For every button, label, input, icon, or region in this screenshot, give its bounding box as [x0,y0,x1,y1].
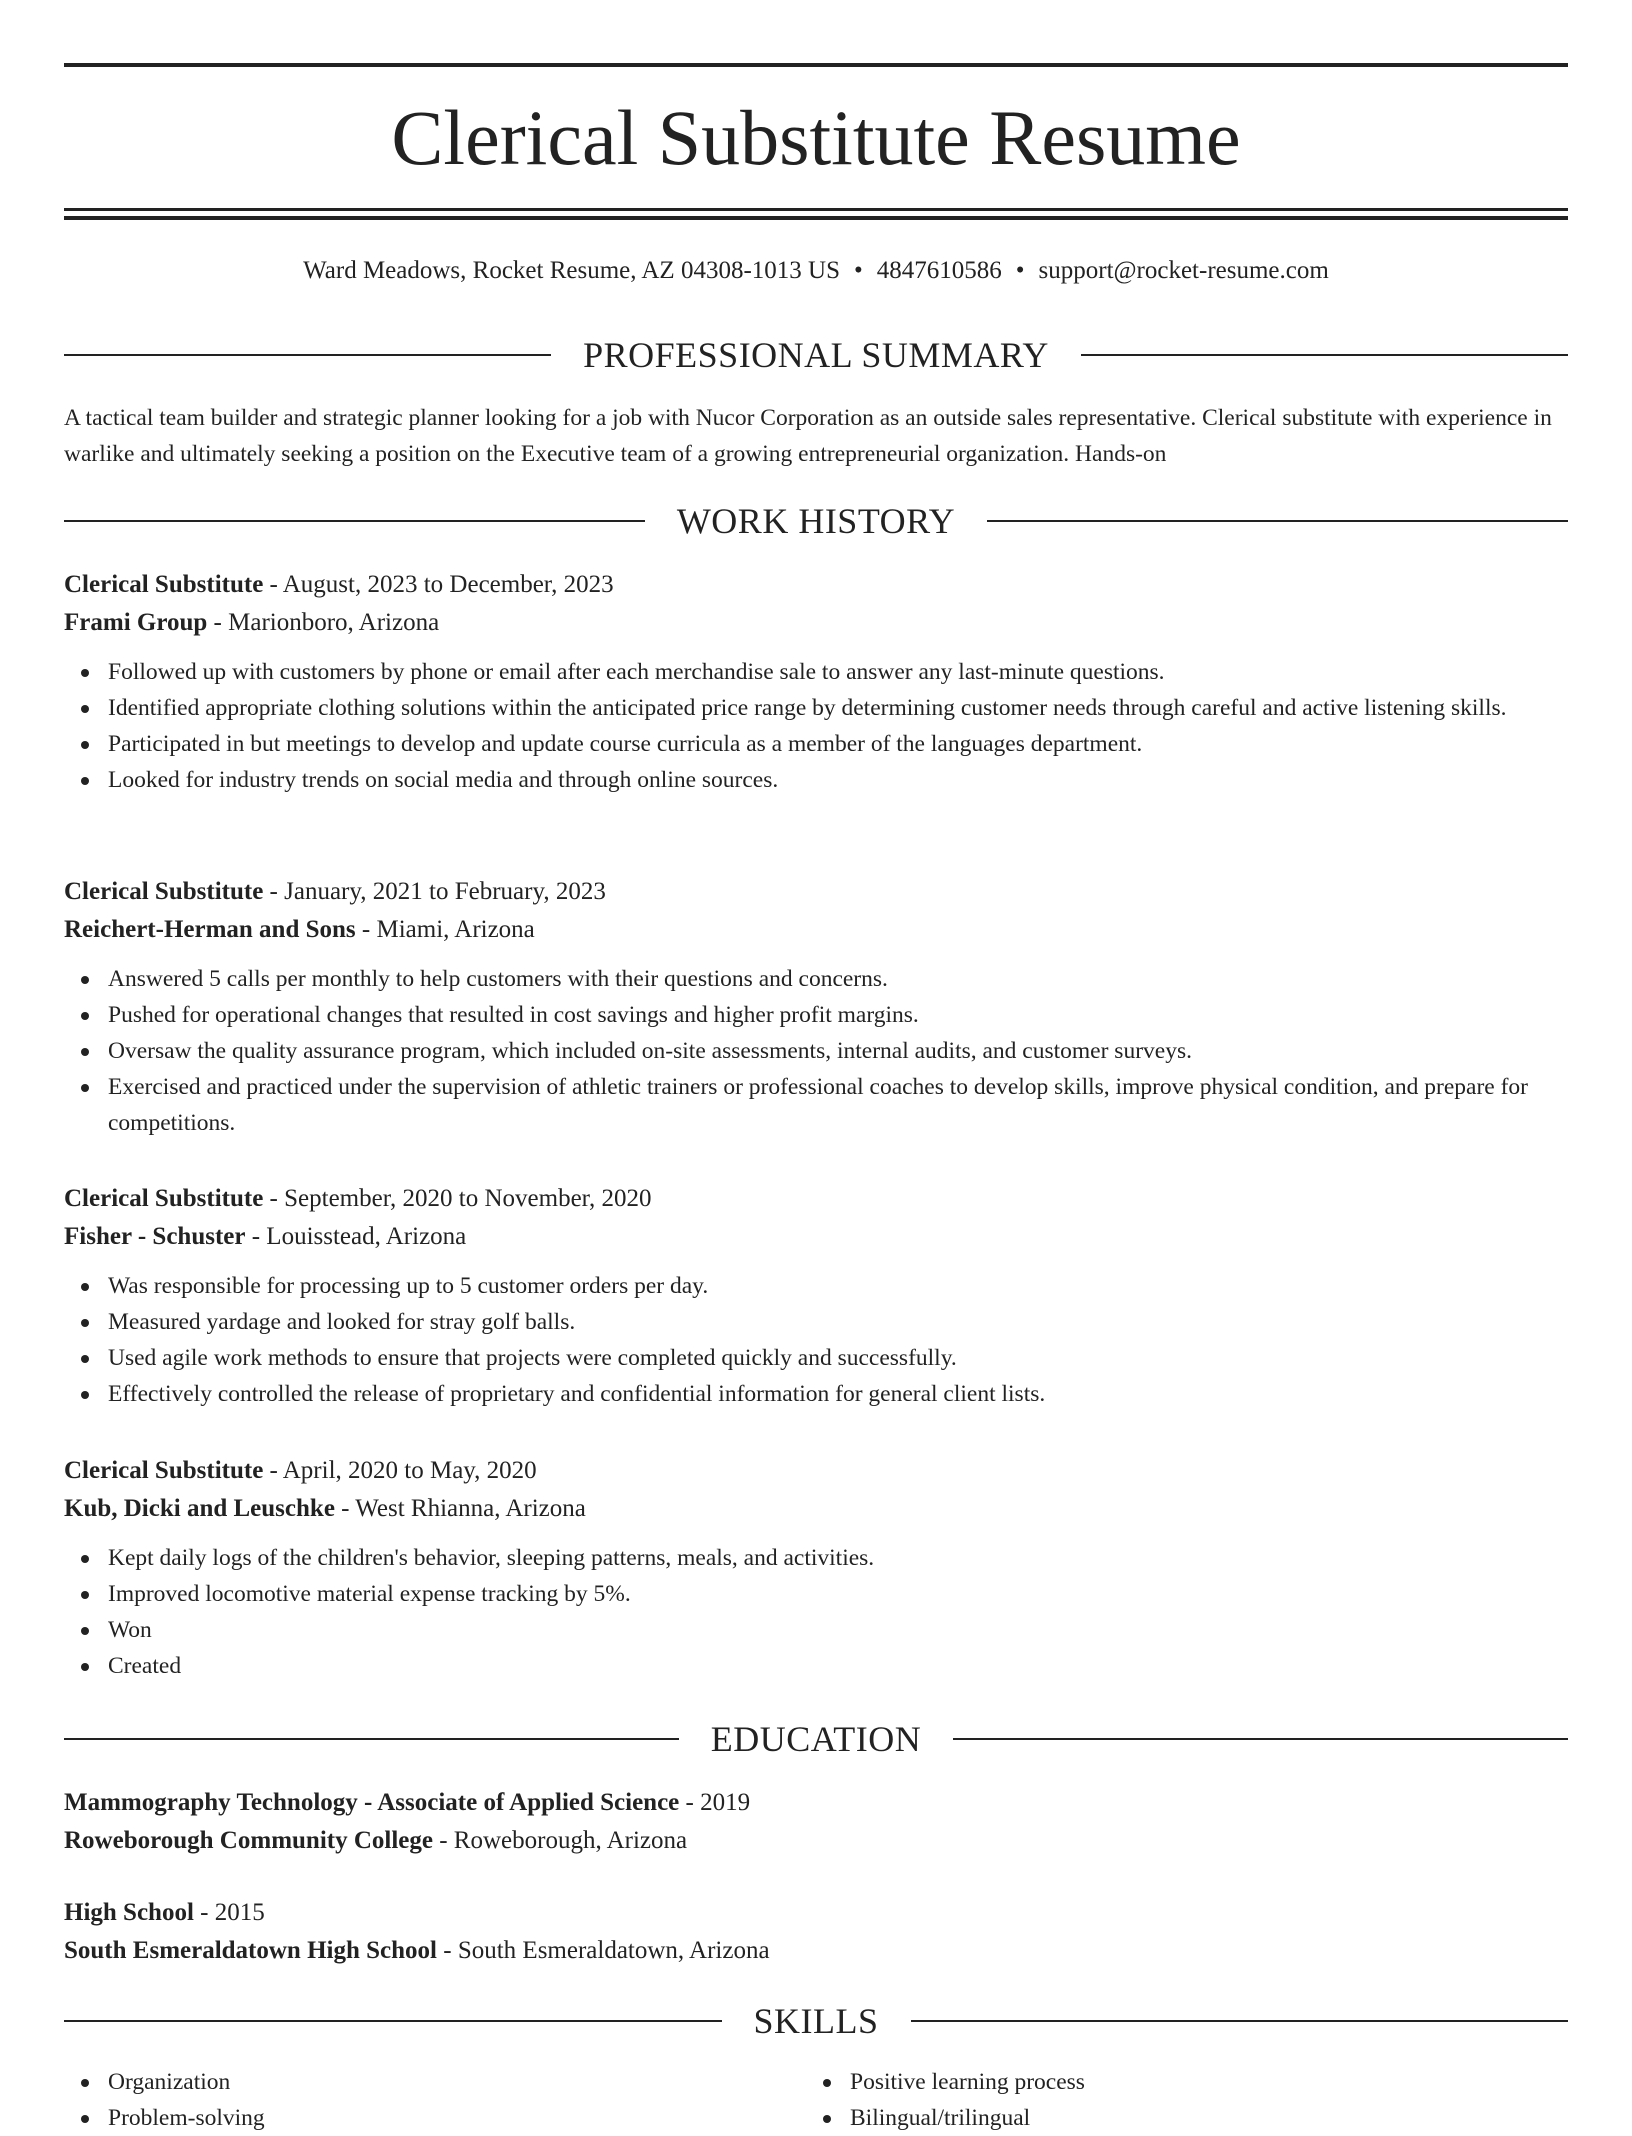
job-entry [64,566,1568,798]
section-rule [64,2020,722,2022]
education-year: - 2019 [679,1789,751,1816]
list-item: Was responsible for processing up to 5 customer orders per day. [108,1268,1568,1304]
education-year: - 2015 [193,1899,265,1926]
contact-email: support@rocket-resume.com [1038,257,1329,284]
education-degree-line [64,1894,1568,1932]
contact-separator: • [1015,257,1025,284]
list-item: Identified appropriate clothing solutions within the anticipated price range by determining customer needs through careful and active listening skills. [108,690,1568,726]
job-dates: - August, 2023 to December, 2023 [263,571,614,598]
section-rule [1081,354,1568,356]
summary-text: A tactical team builder and strategic planner looking for a job with Nucor Corporation as an outside sales representative. Clerical substitute with experience in warlike and ultimately seeking a position on the Executive team of a growing entrepreneurial organization. Hands-on [64,405,1552,467]
job-title: Clerical Substitute [64,571,264,598]
list-item: Effectively controlled the release of proprietary and confidential information for general client lists. [108,1376,1568,1412]
list-item: Improved locomotive material expense tracking by 5%. [108,1576,1568,1612]
education-location: - South Esmeraldatown, Arizona [437,1937,770,1964]
list-item: Participated in but meetings to develop and update course curricula as a member of the languages department. [108,726,1568,762]
list-item: Measured yardage and looked for stray golf balls. [108,1304,1568,1340]
job-title-line [64,1180,1568,1218]
job-entry [64,1180,1568,1412]
job-location: - West Rhianna, Arizona [334,1495,586,1522]
job-location: - Marionboro, Arizona [207,609,440,636]
job-bullets [64,961,1568,1141]
list-item: Exercised and practiced under the supervision of athletic trainers or professional coaches to develop skills, improve physical condition, and prepare for competitions. [108,1069,1568,1141]
skill-item: Positive learning process [850,2064,1506,2100]
job-title-line [64,566,1568,604]
job-company: Frami Group [64,609,208,636]
section-rule [64,354,551,356]
job-location: - Louisstead, Arizona [245,1223,467,1250]
list-item: Won [108,1612,1568,1648]
section-rule [64,520,645,522]
education-entry [64,1784,1568,1860]
job-title: Clerical Substitute [64,878,264,905]
skills-column-left [64,2064,764,2136]
skills-list [64,2064,764,2136]
section-header-skills [64,1999,1568,2043]
job-title-line [64,1452,1568,1490]
job-dates: - April, 2020 to May, 2020 [263,1457,537,1484]
job-company: Fisher - Schuster [64,1223,246,1250]
list-item: Looked for industry trends on social media and through online sources. [108,762,1568,798]
resume-title: Clerical Substitute Resume [391,94,1241,181]
list-item: Used agile work methods to ensure that projects were completed quickly and successfully. [108,1340,1568,1376]
skill-item: Problem-solving [108,2100,764,2136]
education-degree: Mammography Technology - Associate of Applied Science [64,1789,680,1816]
skills-column-right [806,2064,1506,2136]
list-item: Kept daily logs of the children's behavior, sleeping patterns, meals, and activities. [108,1540,1568,1576]
job-bullets [64,1540,1568,1684]
job-title-line [64,873,1568,911]
list-item: Followed up with customers by phone or email after each merchandise sale to answer any last-minute questions. [108,654,1568,690]
skills-list [806,2064,1506,2136]
section-title-skills: SKILLS [753,2001,879,2041]
section-title-summary: PROFESSIONAL SUMMARY [583,335,1049,375]
education-school: Roweborough Community College [64,1827,433,1854]
education-school-line [64,1932,1568,1970]
contact-phone: 4847610586 [876,257,1002,284]
education-school-line [64,1822,1568,1860]
job-company-line [64,911,1568,949]
job-bullets [64,654,1568,798]
section-header-summary [64,333,1568,377]
title-rule-upper [64,208,1568,211]
job-entry [64,1452,1568,1684]
list-item: Created [108,1648,1568,1684]
education-school: South Esmeraldatown High School [64,1937,437,1964]
section-rule [911,2020,1569,2022]
list-item: Oversaw the quality assurance program, which included on-site assessments, internal audits, and customer surveys. [108,1033,1568,1069]
job-location: - Miami, Arizona [355,916,535,943]
job-company-line [64,1218,1568,1256]
section-header-work [64,499,1568,543]
education-entry [64,1894,1568,1970]
job-company: Kub, Dicki and Leuschke [64,1495,335,1522]
list-item: Answered 5 calls per monthly to help customers with their questions and concerns. [108,961,1568,997]
job-title: Clerical Substitute [64,1185,264,1212]
section-rule [64,1738,679,1740]
job-company: Reichert-Herman and Sons [64,916,356,943]
job-entry [64,873,1568,1141]
section-title-work: WORK HISTORY [676,501,956,541]
job-bullets [64,1268,1568,1412]
education-degree: High School [64,1899,194,1926]
section-rule [987,520,1568,522]
education-degree-line [64,1784,1568,1822]
job-dates: - January, 2021 to February, 2023 [263,878,606,905]
list-item: Pushed for operational changes that resulted in cost savings and higher profit margins. [108,997,1568,1033]
section-rule [953,1738,1568,1740]
section-header-education [64,1717,1568,1761]
title-rule-lower [64,216,1568,220]
section-title-education: EDUCATION [710,1719,922,1759]
job-company-line [64,1490,1568,1528]
job-dates: - September, 2020 to November, 2020 [263,1185,652,1212]
skill-item: Organization [108,2064,764,2100]
contact-separator: • [853,257,863,284]
job-title: Clerical Substitute [64,1457,264,1484]
job-company-line [64,604,1568,642]
skill-item: Bilingual/trilingual [850,2100,1506,2136]
contact-address: Ward Meadows, Rocket Resume, AZ 04308-1013 US [303,257,840,284]
contact-line [64,254,1568,288]
top-rule [64,63,1568,67]
education-location: - Roweborough, Arizona [432,1827,688,1854]
